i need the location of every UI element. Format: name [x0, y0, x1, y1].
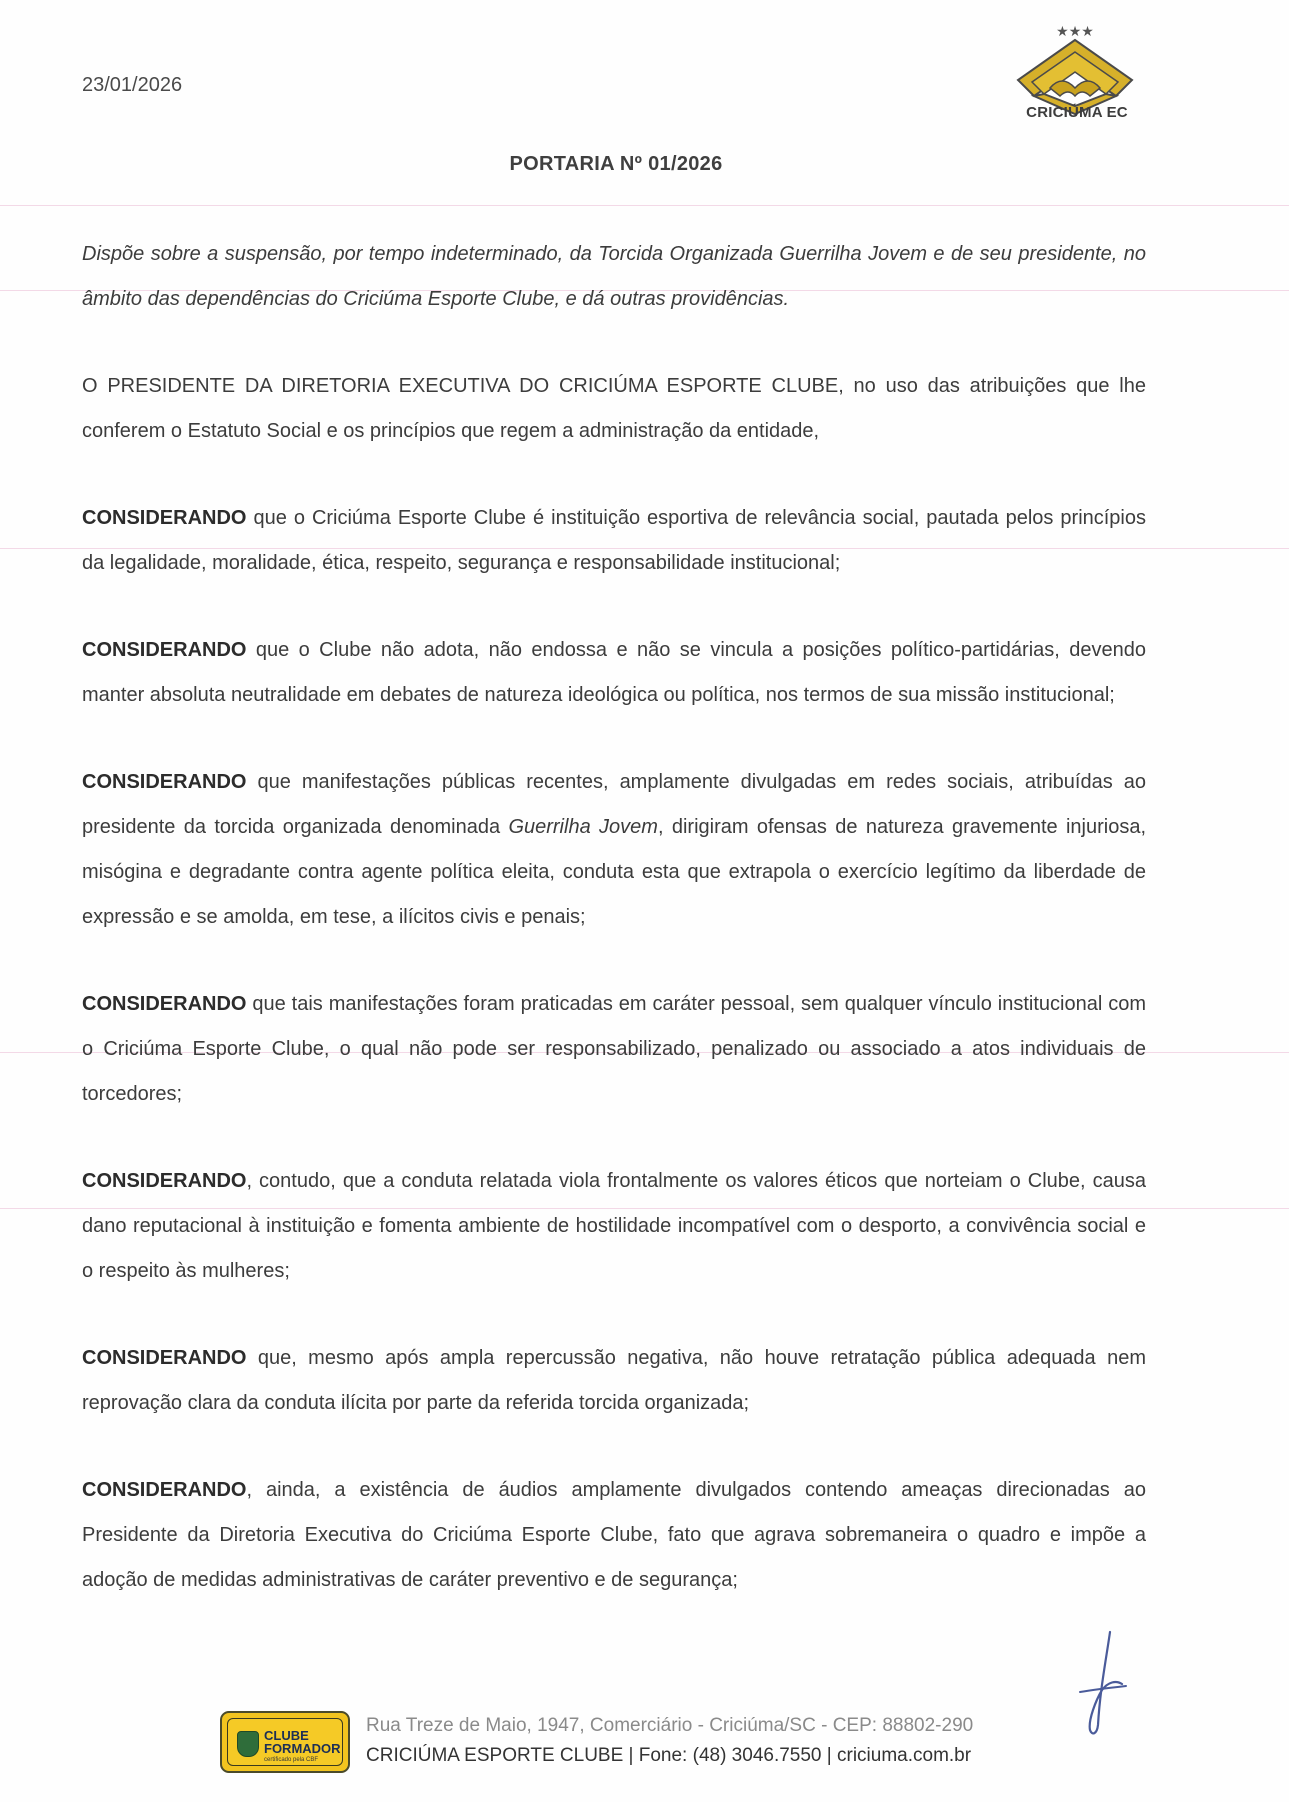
ementa: Dispõe sobre a suspensão, por tempo indeterminado, da Torcida Organizada Guerrilha Jovem e de seu presidente, no âmbito das dependências do Criciúma Esporte Clube, e dá outras providências.	[82, 243, 1146, 310]
scan-artifact	[0, 205, 1289, 206]
document-date: 23/01/2026	[82, 74, 183, 96]
considerando-keyword: CONSIDERANDO	[82, 771, 247, 793]
logo-text: CRICIÚMA EC	[1026, 104, 1128, 121]
considerando-paragraph: CONSIDERANDO que manifestações públicas recentes, amplamente divulgadas em redes sociais, atribuídas ao presidente da torcida organizada denominada Guerrilha Jovem, dirigiram ofensas de natureza gravemente injuriosa, misógina e degradante contra agente política eleita, conduta esta que extrapola o exercício legítimo da liberdade de expressão e se amolda, em tese, a ilícitos civis e penais;	[82, 771, 1147, 928]
considerando-keyword: CONSIDERANDO	[82, 507, 247, 529]
cbf-crest-icon	[237, 1731, 259, 1757]
considerando-keyword: CONSIDERANDO	[82, 639, 247, 661]
footer-contact: CRICIÚMA ESPORTE CLUBE | Fone: (48) 3046.7550 | criciuma.com.br	[366, 1745, 972, 1766]
preamble: O PRESIDENTE DA DIRETORIA EXECUTIVA DO CRICIÚMA ESPORTE CLUBE, no uso das atribuições que lhe conferem o Estatuto Social e os princípios que regem a administração da entidade,	[82, 375, 1146, 442]
document-body	[82, 232, 1146, 1645]
clube-formador-badge: CLUBE FORMADOR certificado pela CBF	[220, 1711, 350, 1773]
considerando-keyword: CONSIDERANDO	[82, 1347, 247, 1369]
considerando-paragraph: CONSIDERANDO, ainda, a existência de áudios amplamente divulgados contendo ameaças direcionadas ao Presidente da Diretoria Executiva do Criciúma Esporte Clube, fato que agrava sobremaneira o quadro e impõe a adoção de medidas administrativas de caráter preventivo e de segurança;	[82, 1479, 1146, 1591]
page-footer	[220, 1707, 1120, 1777]
document-title: PORTARIA Nº 01/2026	[509, 153, 723, 175]
considerando-paragraph: CONSIDERANDO que tais manifestações foram praticadas em caráter pessoal, sem qualquer vínculo institucional com o Criciúma Esporte Clube, o qual não pode ser responsabilizado, penalizado ou associado a atos individuais de torcedores;	[82, 993, 1146, 1105]
considerando-paragraph: CONSIDERANDO que o Clube não adota, não endossa e não se vincula a posições político-partidárias, devendo manter absoluta neutralidade em debates de natureza ideológica ou política, nos termos de sua missão institucional;	[82, 639, 1146, 706]
considerando-keyword: CONSIDERANDO	[82, 1479, 247, 1501]
considerando-keyword: CONSIDERANDO	[82, 993, 247, 1015]
footer-address: Rua Treze de Maio, 1947, Comerciário - Criciúma/SC - CEP: 88802-290	[366, 1715, 974, 1736]
torcida-name: Guerrilha Jovem	[508, 816, 658, 838]
considerando-paragraph: CONSIDERANDO, contudo, que a conduta relatada viola frontalmente os valores éticos que norteiam o Clube, causa dano reputacional à instituição e fomenta ambiente de hostilidade incompatível com o desporto, a convivência social e o respeito às mulheres;	[82, 1170, 1146, 1282]
considerando-paragraph: CONSIDERANDO que o Criciúma Esporte Clube é instituição esportiva de relevância social, pautada pelos princípios da legalidade, moralidade, ética, respeito, segurança e responsabilidade institucional;	[82, 507, 1146, 574]
logo-stars: ★★★	[1056, 24, 1094, 40]
considerando-paragraph: CONSIDERANDO que, mesmo após ampla repercussão negativa, não houve retratação pública adequada nem reprovação clara da conduta ilícita por parte da referida torcida organizada;	[82, 1347, 1146, 1414]
considerando-keyword: CONSIDERANDO	[82, 1170, 247, 1192]
